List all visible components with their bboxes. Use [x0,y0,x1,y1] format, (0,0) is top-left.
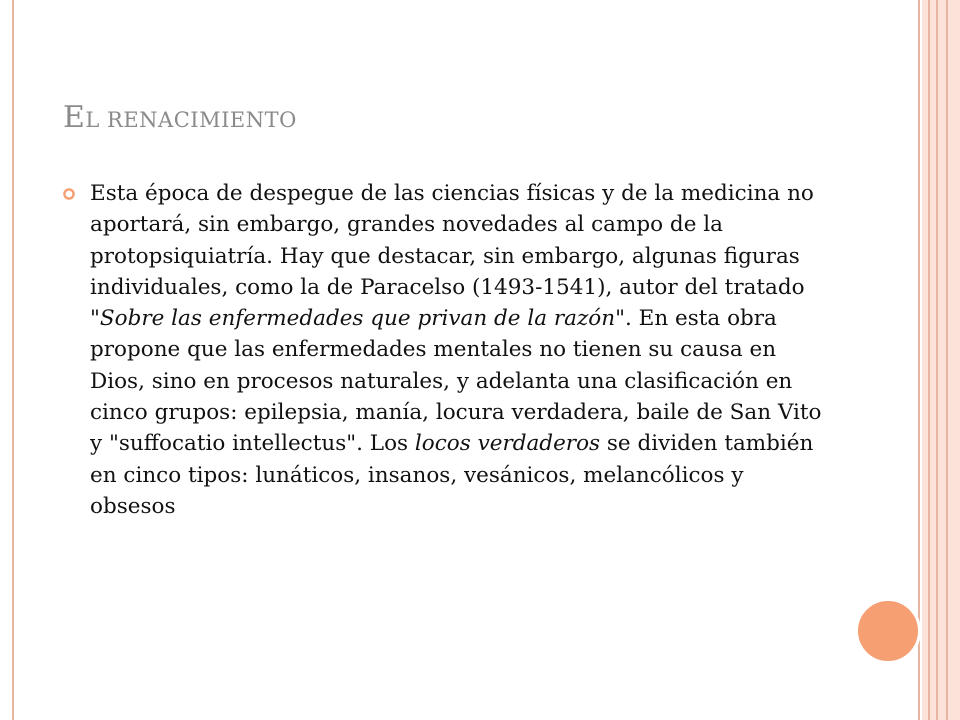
band-line [928,0,930,720]
decorative-side-band [922,0,960,720]
band-line [936,0,938,720]
ring-bullet-icon-graphic [62,187,76,201]
title-initial: E [63,100,86,135]
text-run: se dividen también en cinco tipos: lunáticos, insanos, vesánicos, melancólicos y obsesos [90,431,814,519]
title-rest: L RENACIMIENTO [85,108,297,132]
slide-title [63,100,297,135]
band-line [946,0,948,720]
bullet-item [62,178,832,522]
text-run: ". En esta obra propone que las enfermedades mentales no tienen su causa en Dios, sino en procesos naturales, y adelanta una clasificación en cinco grupos: epilepsia, manía, locura verdadera, baile de San Vito y "suffocatio intellectus". Los [90,306,822,457]
decorative-circle [855,598,921,664]
italic-text-run: locos verdaderos [414,431,601,457]
ring-bullet-icon [62,187,76,201]
body-paragraph [90,178,832,522]
text-run: Esta época de despegue de las ciencias físicas y de la medicina no aportará, sin embargo, grandes novedades al campo de la protopsiquiatría. Hay que destacar, sin embargo, algunas figuras individuales, como la de Paracelso (1493-1541), autor del tratado " [90,181,814,332]
italic-text-run: Sobre las enfermedades que privan de la razón [99,306,616,332]
